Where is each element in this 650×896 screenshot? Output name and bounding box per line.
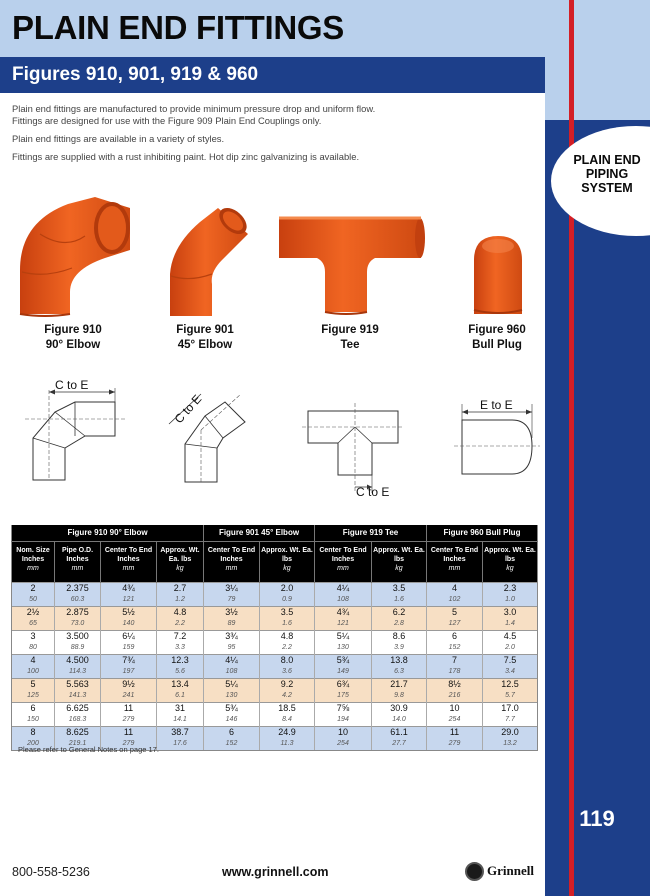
table-cell: 13.2	[483, 738, 538, 750]
fig901-elbow-photo	[160, 204, 250, 319]
table-cell: 5.7	[483, 690, 538, 702]
table-cell: 130	[315, 642, 372, 654]
table-cell: 3.9	[372, 642, 427, 654]
table-row	[12, 594, 538, 606]
intro-text	[12, 103, 402, 169]
column-header: Approx. Wt. Ea. lbs kg	[483, 541, 538, 582]
table-cell: 159	[101, 642, 157, 654]
grinnell-logo	[465, 861, 534, 881]
dimensions-table	[11, 525, 538, 751]
fig910-dim-label: C to E	[55, 378, 89, 392]
table-cell: 152	[427, 642, 483, 654]
table-cell: 108	[204, 666, 260, 678]
table-cell: 11.3	[260, 738, 315, 750]
fig910-elbow-photo	[10, 192, 135, 317]
subtitle-band	[0, 57, 545, 93]
table-cell: 3¾	[204, 630, 260, 642]
table-column-header	[12, 541, 538, 582]
table-cell: 254	[427, 714, 483, 726]
table-row	[12, 606, 538, 618]
table-cell: 10	[427, 702, 483, 714]
table-cell: 152	[204, 738, 260, 750]
table-cell: 127	[427, 618, 483, 630]
table-cell: 2.2	[260, 642, 315, 654]
table-cell: 10	[315, 726, 372, 738]
table-cell: 7.2	[157, 630, 204, 642]
table-cell: 1.0	[483, 594, 538, 606]
table-cell: 6.625	[55, 702, 101, 714]
table-cell: 7.7	[483, 714, 538, 726]
table-cell: 2.0	[483, 642, 538, 654]
table-cell: 8.4	[260, 714, 315, 726]
table-cell: 9.2	[260, 678, 315, 690]
table-cell: 61.1	[372, 726, 427, 738]
table-cell: 7¾	[101, 654, 157, 666]
page-title: PLAIN END FITTINGS	[12, 9, 344, 46]
column-header: Pipe O.D. Inches mm	[55, 541, 101, 582]
table-cell: 140	[101, 618, 157, 630]
table-cell: 30.9	[372, 702, 427, 714]
table-cell: 27.7	[372, 738, 427, 750]
fig919-caption: Figure 919 Tee	[321, 324, 379, 351]
table-cell: 3.4	[483, 666, 538, 678]
table-cell: 1.6	[372, 594, 427, 606]
table-cell: 4.2	[260, 690, 315, 702]
table-cell: 0.9	[260, 594, 315, 606]
table-cell: 150	[12, 714, 55, 726]
table-cell: 60.3	[55, 594, 101, 606]
table-row	[12, 702, 538, 714]
table-cell: 4.8	[260, 630, 315, 642]
grinnell-logo-text: Grinnell	[487, 863, 534, 878]
group-header-901: Figure 901 45° Elbow	[204, 525, 315, 541]
column-header: Center To End Inches mm	[204, 541, 260, 582]
table-cell: 11	[101, 702, 157, 714]
accent-stripe	[569, 0, 574, 896]
group-header-960: Figure 960 Bull Plug	[427, 525, 538, 541]
table-cell: 6	[204, 726, 260, 738]
table-cell: 8.625	[55, 726, 101, 738]
table-cell: 2.875	[55, 606, 101, 618]
column-header: Center To End Inches mm	[101, 541, 157, 582]
table-cell: 108	[315, 594, 372, 606]
table-cell: 175	[315, 690, 372, 702]
table-cell: 5¼	[204, 678, 260, 690]
column-header: Center To End Inches mm	[315, 541, 372, 582]
table-cell: 121	[315, 618, 372, 630]
table-row	[12, 630, 538, 642]
table-cell: 279	[427, 738, 483, 750]
table-cell: 12.5	[483, 678, 538, 690]
table-cell: 6¼	[101, 630, 157, 642]
table-cell: 80	[12, 642, 55, 654]
table-cell: 21.7	[372, 678, 427, 690]
table-row	[12, 582, 538, 594]
table-cell: 4.8	[157, 606, 204, 618]
table-cell: 5¼	[315, 630, 372, 642]
table-cell: 31	[157, 702, 204, 714]
table-cell: 149	[315, 666, 372, 678]
table-cell: 3	[12, 630, 55, 642]
table-cell: 38.7	[157, 726, 204, 738]
table-cell: 12.3	[157, 654, 204, 666]
table-cell: 121	[101, 594, 157, 606]
fig960-dim-label: E to E	[480, 398, 513, 412]
table-cell: 5.563	[55, 678, 101, 690]
table-cell: 178	[427, 666, 483, 678]
table-row	[12, 714, 538, 726]
general-note: Please refer to General Notes on page 17.	[18, 745, 159, 754]
table-cell: 2.0	[260, 582, 315, 594]
fig910-caption: Figure 910 90° Elbow	[44, 324, 102, 351]
table-cell: 50	[12, 594, 55, 606]
table-cell: 9.8	[372, 690, 427, 702]
table-cell: 4¾	[315, 606, 372, 618]
table-cell: 4¼	[204, 654, 260, 666]
table-cell: 65	[12, 618, 55, 630]
table-cell: 11	[101, 726, 157, 738]
table-cell: 3.3	[157, 642, 204, 654]
table-cell: 3.0	[483, 606, 538, 618]
table-cell: 1.6	[260, 618, 315, 630]
table-cell: 8.0	[260, 654, 315, 666]
fig960-caption: Figure 960 Bull Plug	[468, 324, 526, 351]
table-cell: 79	[204, 594, 260, 606]
fig901-dim-label: C to E	[171, 391, 205, 427]
group-header-910: Figure 910 90° Elbow	[12, 525, 204, 541]
table-cell: 14.1	[157, 714, 204, 726]
column-header: Approx. Wt. Ea. lbs kg	[260, 541, 315, 582]
table-cell: 73.0	[55, 618, 101, 630]
table-cell: 1.4	[483, 618, 538, 630]
group-header-919: Figure 919 Tee	[315, 525, 427, 541]
footer-website-link[interactable]: www.grinnell.com	[222, 865, 329, 879]
table-cell: 3.6	[260, 666, 315, 678]
intro-paragraph: Plain end fittings are manufactured to provide minimum pressure drop and uniform flow. Fittings are designed for use with the Figure 909 Plain End Couplings only.	[12, 103, 376, 126]
table-cell: 88.9	[55, 642, 101, 654]
column-header: Center To End Inches mm	[427, 541, 483, 582]
table-cell: 2	[12, 582, 55, 594]
table-cell: 6.1	[157, 690, 204, 702]
fig919-dim-label: C to E	[356, 485, 390, 499]
table-cell: 4	[12, 654, 55, 666]
table-row	[12, 726, 538, 738]
table-group-header	[12, 525, 538, 541]
table-body	[12, 582, 538, 750]
table-cell: 13.8	[372, 654, 427, 666]
table-cell: 1.2	[157, 594, 204, 606]
table-cell: 6¾	[315, 678, 372, 690]
table-cell: 2.375	[55, 582, 101, 594]
table-cell: 29.0	[483, 726, 538, 738]
table-cell: 14.0	[372, 714, 427, 726]
table-cell: 5¾	[315, 654, 372, 666]
table-cell: 254	[315, 738, 372, 750]
table-cell: 89	[204, 618, 260, 630]
table-cell: 2.7	[157, 582, 204, 594]
page-number: 119	[579, 806, 615, 831]
section-label: PLAIN END PIPING SYSTEM	[573, 153, 641, 195]
fig901-caption: Figure 901 45° Elbow	[176, 324, 234, 351]
table-cell: 11	[427, 726, 483, 738]
table-row	[12, 678, 538, 690]
table-cell: 6	[427, 630, 483, 642]
fig901-dimension-drawing	[155, 380, 255, 485]
table-cell: 146	[204, 714, 260, 726]
table-cell: 8	[12, 726, 55, 738]
table-cell: 6.2	[372, 606, 427, 618]
grinnell-logo-icon	[465, 862, 484, 881]
table-row	[12, 666, 538, 678]
table-row	[12, 618, 538, 630]
table-cell: 194	[315, 714, 372, 726]
column-header: Approx. Wt. Ea. lbs kg	[157, 541, 204, 582]
column-header: Nom. Size Inches mm	[12, 541, 55, 582]
table-cell: 5½	[101, 606, 157, 618]
table-cell: 4	[427, 582, 483, 594]
table-cell: 2.3	[483, 582, 538, 594]
column-header: Approx. Wt. Ea. lbs kg	[372, 541, 427, 582]
table-cell: 4¾	[101, 582, 157, 594]
section-side-tab	[545, 0, 650, 896]
table-cell: 7⅝	[315, 702, 372, 714]
table-cell: 8½	[427, 678, 483, 690]
table-cell: 2½	[12, 606, 55, 618]
table-cell: 3½	[204, 606, 260, 618]
table-cell: 18.5	[260, 702, 315, 714]
table-cell: 17.0	[483, 702, 538, 714]
table-cell: 216	[427, 690, 483, 702]
table-cell: 125	[12, 690, 55, 702]
table-cell: 219.1	[55, 738, 101, 750]
intro-paragraph: Plain end fittings are available in a variety of styles.	[12, 133, 225, 144]
table-cell: 2.8	[372, 618, 427, 630]
table-cell: 168.3	[55, 714, 101, 726]
table-cell: 279	[101, 738, 157, 750]
fig960-bull-plug-photo	[468, 232, 528, 316]
table-cell: 5	[12, 678, 55, 690]
table-cell: 5	[427, 606, 483, 618]
table-cell: 4.500	[55, 654, 101, 666]
table-cell: 4.5	[483, 630, 538, 642]
table-cell: 141.3	[55, 690, 101, 702]
table-cell: 241	[101, 690, 157, 702]
fig960-dimension-drawing	[452, 394, 542, 484]
footer-phone: 800-558-5236	[12, 865, 90, 879]
table-cell: 7.5	[483, 654, 538, 666]
fig919-tee-photo	[275, 210, 425, 315]
page-subtitle: Figures 910, 901, 919 & 960	[12, 64, 259, 85]
table-cell: 6.3	[372, 666, 427, 678]
table-cell: 5.6	[157, 666, 204, 678]
table-cell: 4¼	[315, 582, 372, 594]
table-cell: 5¾	[204, 702, 260, 714]
table-cell: 3¼	[204, 582, 260, 594]
table-row	[12, 642, 538, 654]
table-cell: 3.500	[55, 630, 101, 642]
table-cell: 95	[204, 642, 260, 654]
table-cell: 100	[12, 666, 55, 678]
table-cell: 24.9	[260, 726, 315, 738]
table-cell: 102	[427, 594, 483, 606]
table-cell: 13.4	[157, 678, 204, 690]
table-cell: 197	[101, 666, 157, 678]
table-cell: 3.5	[372, 582, 427, 594]
table-cell: 3.5	[260, 606, 315, 618]
table-cell: 279	[101, 714, 157, 726]
fig919-dimension-drawing	[300, 395, 410, 500]
table-cell: 8.6	[372, 630, 427, 642]
table-row	[12, 654, 538, 666]
table-cell: 130	[204, 690, 260, 702]
table-cell: 9½	[101, 678, 157, 690]
table-cell: 114.3	[55, 666, 101, 678]
fig910-dimension-drawing	[15, 378, 135, 483]
table-cell: 200	[12, 738, 55, 750]
table-cell: 6	[12, 702, 55, 714]
table-cell: 2.2	[157, 618, 204, 630]
table-cell: 17.6	[157, 738, 204, 750]
header-band	[0, 0, 545, 57]
table-cell: 7	[427, 654, 483, 666]
table-row	[12, 690, 538, 702]
intro-paragraph: Fittings are supplied with a rust inhibiting paint. Hot dip zinc galvanizing is available.	[12, 151, 360, 162]
